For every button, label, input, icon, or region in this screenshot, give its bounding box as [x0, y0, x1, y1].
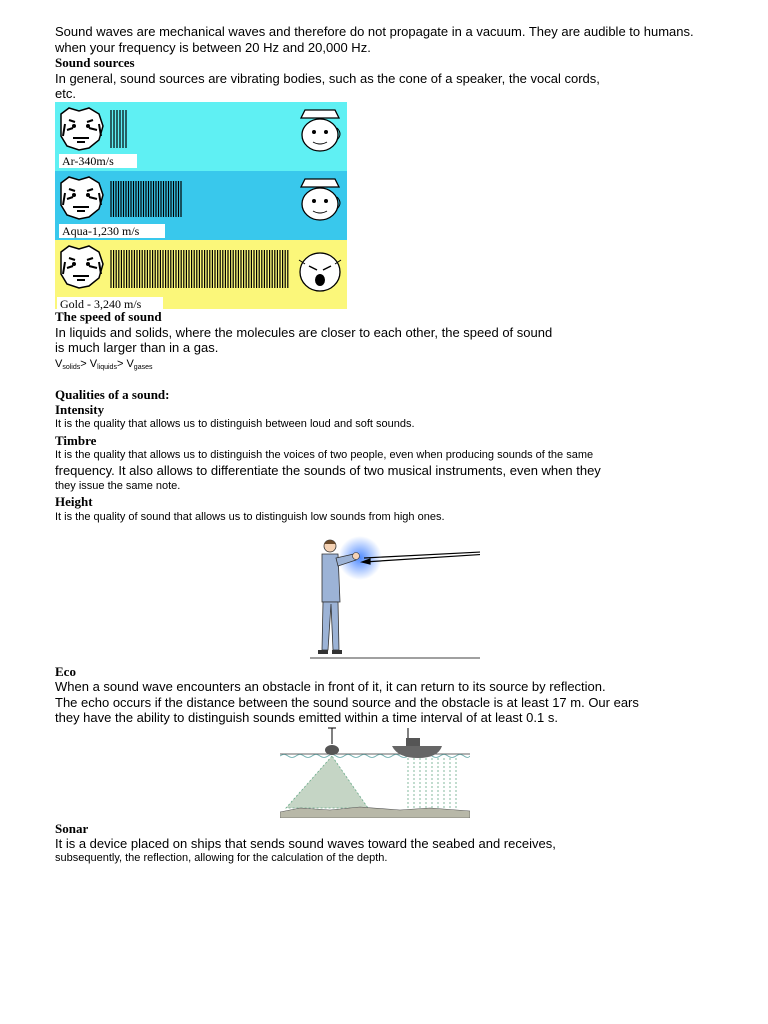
echo-line-3: they have the ability to distinguish sounds emitted within a time interval of at least 0.1 s.: [55, 710, 558, 725]
height-text: It is the quality of sound that allows us to distinguish low sounds from high ones.: [55, 511, 445, 523]
man-clapping-figure: [318, 540, 360, 654]
sound-sources-line-2: etc.: [55, 86, 76, 101]
echo-heading: Eco: [55, 664, 76, 679]
listener-face-icon: [299, 253, 341, 291]
sonar-line-1: It is a device placed on ships that sends sound waves toward the seabed and receives,: [55, 836, 556, 851]
sound-media-figure: [55, 102, 347, 309]
sound-sources-heading: Sound sources: [55, 55, 135, 70]
v-solids: $V_{solids}$: [55, 358, 81, 371]
intensity-text: It is the quality that allows us to distinguish between loud and soft sounds.: [55, 418, 415, 430]
sonar-line-2: subsequently, the reflection, allowing for the calculation of the depth.: [55, 852, 388, 864]
height-heading: Height: [55, 494, 93, 509]
tiger-icon: [61, 177, 103, 219]
speed-line-1: In liquids and solids, where the molecules are closer to each other, the speed of sound: [55, 325, 553, 340]
echo-line-1: When a sound wave encounters an obstacle in front of it, it can return to its source by reflection.: [55, 679, 606, 694]
timbre-line-2: frequency. It also allows to differentiate the sounds of two musical instruments, even when they: [55, 463, 601, 478]
buoy-icon: [325, 728, 339, 755]
sonar-illustration: [280, 724, 470, 818]
air-wave-lines: [111, 110, 126, 148]
timbre-line-3: they issue the same note.: [55, 480, 181, 492]
speed-inequality: $V_{solids}> V_{liquids}> V_{gases}$: [55, 358, 153, 371]
listener-face-icon: [301, 110, 340, 151]
speed-heading: The speed of sound: [55, 309, 162, 324]
air-band: [55, 102, 347, 171]
ship-icon: [392, 728, 442, 758]
water-wave-lines: [111, 181, 181, 217]
echo-illustration: [300, 532, 480, 662]
gold-band: [55, 240, 347, 309]
sound-sources-line-1: In general, sound sources are vibrating bodies, such as the cone of a speaker, the vocal cords,: [55, 71, 600, 86]
v-liquids: $V_{liquids}$: [89, 358, 117, 371]
intro-line-1: Sound waves are mechanical waves and therefore do not propagate in a vacuum. They are audible to humans.: [55, 24, 694, 39]
sonar-heading: Sonar: [55, 821, 89, 836]
sonar-cone: [286, 756, 368, 808]
timbre-heading: Timbre: [55, 433, 97, 448]
water-speed-label: Aqua-1,230 m/s: [59, 224, 165, 238]
gold-speed-label: Gold - 3,240 m/s: [57, 297, 163, 311]
air-speed-label: Ar-340m/s: [59, 154, 137, 168]
seabed: [280, 807, 470, 818]
v-gases: $V_{gases}$: [126, 358, 153, 371]
sonar-pulses: [408, 758, 456, 808]
qualities-heading: Qualities of a sound:: [55, 387, 170, 402]
listener-face-icon: [301, 179, 340, 220]
water-band: [55, 171, 347, 240]
intensity-heading: Intensity: [55, 402, 105, 417]
tiger-icon: [61, 108, 103, 150]
gold-wave-lines: [111, 250, 288, 288]
echo-line-2: The echo occurs if the distance between the sound source and the obstacle is at least 17 m. Our ears: [55, 695, 639, 710]
intro-line-2: when your frequency is between 20 Hz and 20,000 Hz.: [55, 40, 371, 55]
speed-line-2: is much larger than in a gas.: [55, 340, 219, 355]
timbre-line-1: It is the quality that allows us to distinguish the voices of two people, even when producing sounds of the same: [55, 449, 594, 461]
tiger-icon: [61, 246, 103, 288]
